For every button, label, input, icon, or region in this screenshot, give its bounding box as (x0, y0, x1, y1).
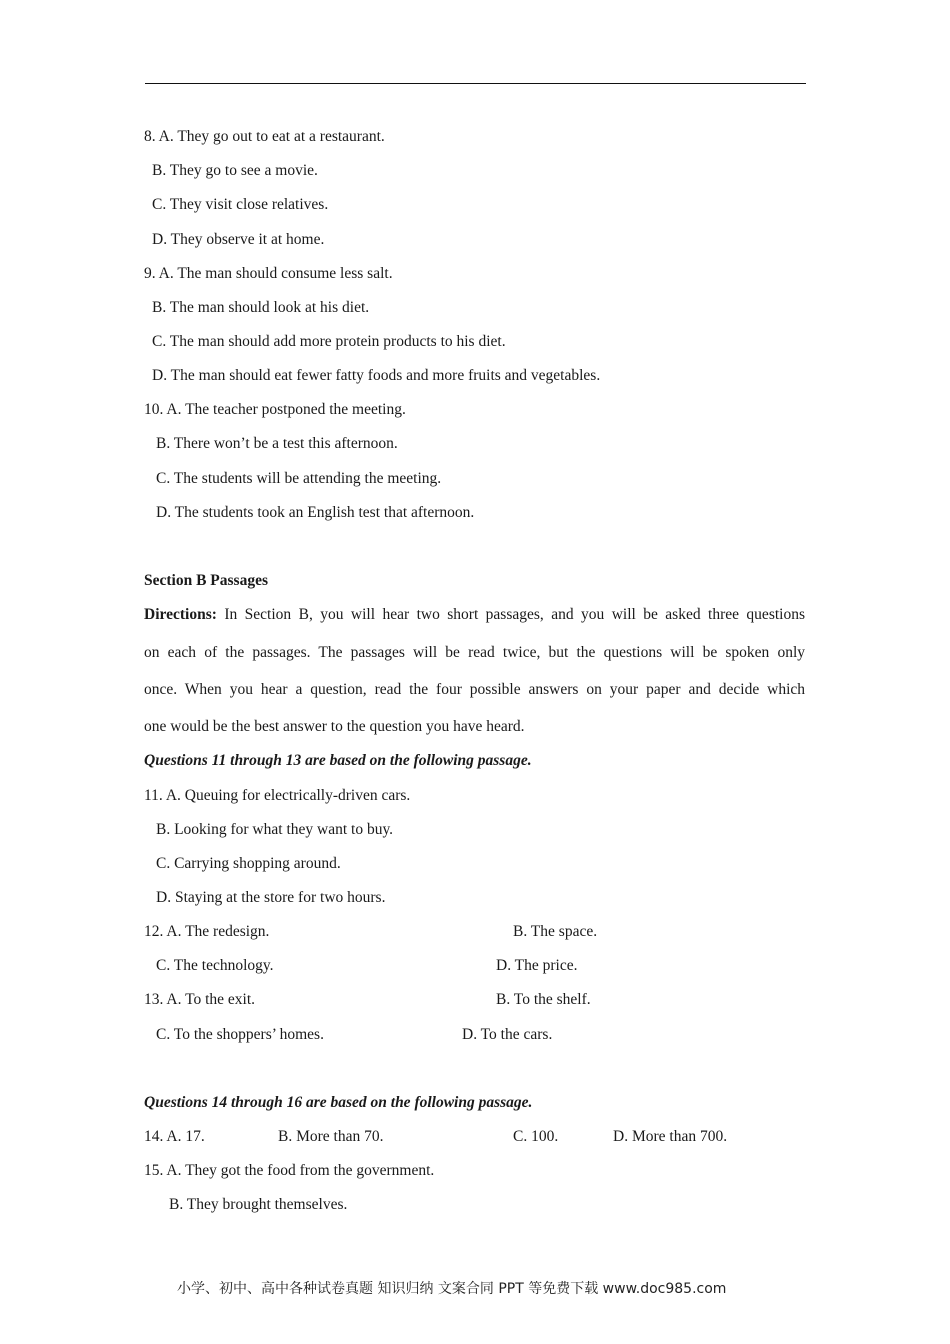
question-10-option-b: B. There won’t be a test this afternoon. (156, 435, 398, 452)
question-9-option-b: B. The man should look at his diet. (152, 299, 370, 316)
question-14-option-a: 14. A. 17. (144, 1128, 205, 1145)
question-number: 10. (144, 401, 164, 418)
question-10-option-c: C. The students will be attending the meeting. (156, 470, 442, 487)
question-9-option-d: D. The man should eat fewer fatty foods and more fruits and vegetables. (152, 367, 601, 384)
question-11-option-c: C. Carrying shopping around. (156, 855, 341, 872)
question-number: 12. (144, 923, 164, 940)
question-11-option-b: B. Looking for what they want to buy. (156, 821, 394, 838)
question-15-option-a: 15. A. They got the food from the government. (144, 1162, 435, 1179)
question-8-option-c: C. They visit close relatives. (152, 196, 329, 213)
directions-line-1: Directions: In Section B, you will hear two short passages, and you will be asked three questions (144, 606, 805, 623)
question-13-option-b: B. To the shelf. (496, 991, 591, 1008)
question-9-option-a: 9. A. The man should consume less salt. (144, 265, 393, 282)
question-8-option-a: 8. A. They go out to eat at a restaurant. (144, 128, 385, 145)
question-number: 8. (144, 128, 156, 145)
question-8-option-d: D. They observe it at home. (152, 231, 325, 248)
question-number: 13. (144, 991, 164, 1008)
question-number: 11. (144, 787, 163, 804)
question-10-option-d: D. The students took an English test that afternoon. (156, 504, 475, 521)
passage-2-heading: Questions 14 through 16 are based on the following passage. (144, 1094, 533, 1111)
directions-line-3: once. When you hear a question, read the four possible answers on your paper and decide which (144, 681, 805, 698)
question-12-option-b: B. The space. (513, 923, 598, 940)
directions-label: Directions: (144, 606, 217, 623)
directions-line-2: on each of the passages. The passages will be read twice, but the questions will be spoken only (144, 644, 805, 661)
question-13-option-a: 13. A. To the exit. (144, 991, 256, 1008)
question-12-option-a: 12. A. The redesign. (144, 923, 270, 940)
question-9-option-c: C. The man should add more protein products to his diet. (152, 333, 506, 350)
question-10-option-a: 10. A. The teacher postponed the meeting. (144, 401, 406, 418)
footer-watermark: 小学、初中、高中各种试卷真题 知识归纳 文案合同 PPT 等免费下载 www.doc985.com (177, 1281, 727, 1297)
question-15-option-b: B. They brought themselves. (169, 1196, 348, 1213)
question-8-option-b: B. They go to see a movie. (152, 162, 318, 179)
question-13-option-c: C. To the shoppers’ homes. (156, 1026, 324, 1043)
passage-1-heading: Questions 11 through 13 are based on the following passage. (144, 752, 532, 769)
question-13-option-d: D. To the cars. (462, 1026, 553, 1043)
question-14-option-b: B. More than 70. (278, 1128, 384, 1145)
question-12-option-d: D. The price. (496, 957, 578, 974)
header-rule (145, 83, 806, 84)
question-12-option-c: C. The technology. (156, 957, 274, 974)
question-11-option-d: D. Staying at the store for two hours. (156, 889, 386, 906)
question-number: 15. (144, 1162, 164, 1179)
question-14-option-d: D. More than 700. (613, 1128, 728, 1145)
directions-line-4: one would be the best answer to the question you have heard. (144, 718, 525, 735)
section-title: Section B Passages (144, 572, 268, 589)
question-number: 9. (144, 265, 156, 282)
question-number: 14. (144, 1128, 164, 1145)
question-14-option-c: C. 100. (513, 1128, 559, 1145)
question-11-option-a: 11. A. Queuing for electrically-driven cars. (144, 787, 411, 804)
